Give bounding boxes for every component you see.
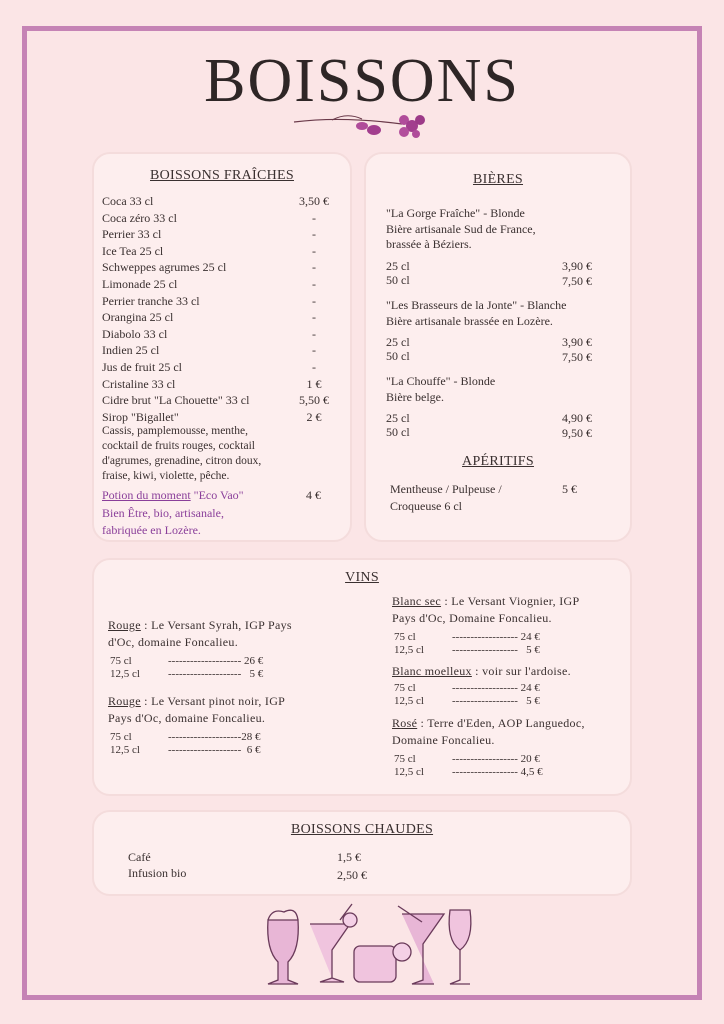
wine-size: 12,5 cl: [394, 695, 424, 707]
beer-description: "La Chouffe" - Blonde: [386, 374, 496, 388]
fresh-item-name: Sirop "Bigallet": [102, 409, 179, 424]
fresh-item-price: 1 €: [306, 376, 322, 391]
wine-heading-line: [392, 594, 579, 608]
wine-size: 75 cl: [394, 753, 416, 765]
fresh-item-price: 2 €: [306, 409, 322, 424]
fresh-item-name: Ice Tea 25 cl: [102, 243, 164, 258]
fresh-item-name: Diabolo 33 cl: [102, 326, 168, 341]
wine-type-label: Rouge: [108, 618, 141, 632]
wine-price: ------------------ 4,5 €: [452, 766, 543, 778]
wine-description: Pays d'Oc, domaine Foncalieu.: [108, 711, 266, 725]
wine-price: ------------------ 20 €: [452, 753, 540, 765]
cocktail-glasses-illustration-icon: [262, 900, 482, 990]
wine-price: ------------------ 5 €: [452, 695, 540, 707]
fresh-item-name: Perrier tranche 33 cl: [102, 293, 200, 308]
fresh-item-price: -: [312, 293, 316, 308]
potion-line: [102, 488, 244, 502]
wine-price: ------------------ 24 €: [452, 631, 540, 643]
page-title: BOISSONS: [204, 47, 520, 115]
beer-size: 25 cl: [386, 411, 410, 425]
wine-price: ------------------ 24 €: [452, 682, 540, 694]
wine-price: -------------------- 26 €: [168, 655, 264, 667]
fresh-item-price: 5,50 €: [299, 393, 329, 408]
fresh-item-price: -: [312, 310, 316, 325]
fresh-item-price: 3,50 €: [299, 194, 329, 208]
wine-type-label: Rosé: [392, 716, 418, 730]
wine-price: -------------------- 5 €: [168, 668, 264, 680]
hot-item-name: Café: [128, 850, 151, 864]
wine-price: -------------------- 6 €: [168, 744, 261, 756]
wine-size: 75 cl: [110, 731, 132, 743]
fresh-item-name: Coca 33 cl: [102, 194, 154, 208]
fresh-item-name: Perrier 33 cl: [102, 227, 162, 242]
wine-description: : Terre d'Eden, AOP Languedoc,: [417, 716, 585, 730]
wines-heading: VINS: [345, 570, 379, 585]
fresh-item-name: Limonade 25 cl: [102, 277, 178, 291]
wine-size: 12,5 cl: [110, 744, 140, 756]
potion-link[interactable]: Potion du moment: [102, 488, 191, 502]
fresh-item-price: -: [312, 210, 316, 225]
aperitif-price: 5 €: [562, 482, 577, 496]
fresh-item-price: -: [312, 326, 316, 341]
flower-decoration-icon: [292, 112, 432, 144]
fresh-item-price: -: [312, 243, 316, 258]
beer-description: Bière belge.: [386, 389, 444, 404]
wine-heading-line: [108, 618, 292, 632]
wine-heading-line: [392, 716, 585, 730]
aperitifs-heading: APÉRITIFS: [462, 454, 534, 469]
beer-size: 25 cl: [386, 335, 410, 349]
fresh-item-price: -: [312, 360, 316, 374]
fresh-item-price: -: [312, 227, 316, 242]
wine-heading-line: [392, 664, 571, 678]
beer-size: 50 cl: [386, 272, 410, 287]
hot-drinks-card: [92, 810, 632, 896]
wine-size: 12,5 cl: [394, 766, 424, 778]
potion-name: "Eco Vao": [190, 488, 244, 502]
fresh-item-name: Jus de fruit 25 cl: [102, 360, 182, 374]
wine-size: 12,5 cl: [394, 644, 424, 656]
fresh-drinks-card: [92, 152, 352, 542]
aperitif-line: Mentheuse / Pulpeuse /: [390, 482, 502, 496]
beer-price: 7,50 €: [562, 350, 592, 364]
wine-description: Pays d'Oc, Domaine Foncalieu.: [392, 611, 552, 625]
beer-description: brassée à Béziers.: [386, 237, 472, 251]
beer-description: Bière artisanale brassée en Lozère.: [386, 313, 553, 328]
beers-heading: BIÈRES: [472, 172, 524, 187]
beer-price: 7,50 €: [562, 273, 592, 288]
fresh-item-name: Schweppes agrumes 25 cl: [102, 260, 227, 275]
wines-card: [92, 558, 632, 796]
wine-description: : Le Versant pinot noir, IGP: [140, 694, 286, 708]
fresh-item-name: Cidre brut "La Chouette" 33 cl: [102, 393, 250, 408]
fresh-drinks-heading: BOISSONS FRAÎCHES: [150, 168, 294, 183]
wine-description: : Le Versant Viognier, IGP: [441, 594, 580, 608]
potion-price: 4 €: [306, 488, 321, 502]
sirop-flavors: fraise, kiwi, violette, pêche.: [102, 470, 230, 482]
wine-heading-line: [108, 694, 285, 708]
wine-size: 75 cl: [394, 631, 416, 643]
wine-type-label: Rouge: [108, 694, 141, 708]
beer-description: Bière artisanale Sud de France,: [386, 221, 536, 236]
wine-description: : voir sur l'ardoise.: [471, 664, 571, 678]
fresh-item-price: -: [312, 260, 316, 275]
potion-desc: Bien Être, bio, artisanale,: [102, 506, 224, 520]
sirop-flavors: d'agrumes, grenadine, citron doux,: [102, 455, 262, 467]
beer-description: "La Gorge Fraîche" - Blonde: [386, 206, 525, 220]
fresh-item-price: -: [312, 277, 316, 291]
fresh-item-name: Coca zéro 33 cl: [102, 210, 177, 225]
beers-card: [364, 152, 632, 542]
hot-item-name: Infusion bio: [128, 866, 187, 880]
potion-desc: fabriquée en Lozère.: [102, 523, 201, 537]
fresh-item-name: Indien 25 cl: [102, 343, 160, 358]
beer-price: 3,90 €: [562, 335, 592, 349]
wine-type-label: Blanc sec: [392, 594, 442, 608]
beer-size: 50 cl: [386, 425, 410, 439]
beer-price: 4,90 €: [562, 411, 592, 425]
wine-type-label: Blanc moelleux: [392, 664, 472, 678]
hot-item-price: 2,50 €: [337, 868, 367, 882]
fresh-item-price: -: [312, 343, 316, 358]
wine-description: d'Oc, domaine Foncalieu.: [108, 635, 238, 649]
wine-description: Domaine Foncalieu.: [392, 733, 495, 747]
fresh-item-name: Cristaline 33 cl: [102, 376, 176, 391]
sirop-flavors: cocktail de fruits rouges, cocktail: [102, 440, 255, 452]
wine-price: --------------------28 €: [168, 731, 261, 743]
beer-price: 9,50 €: [562, 426, 592, 440]
wine-description: : Le Versant Syrah, IGP Pays: [140, 618, 292, 632]
beer-price: 3,90 €: [562, 258, 592, 273]
beer-size: 50 cl: [386, 349, 410, 363]
hot-drinks-heading: BOISSONS CHAUDES: [290, 822, 434, 837]
fresh-item-name: Orangina 25 cl: [102, 310, 174, 325]
beer-description: "Les Brasseurs de la Jonte" - Blanche: [386, 298, 567, 312]
sirop-flavors: Cassis, pamplemousse, menthe,: [102, 425, 248, 437]
wine-size: 12,5 cl: [110, 668, 140, 680]
wine-price: ------------------ 5 €: [452, 644, 540, 656]
hot-item-price: 1,5 €: [337, 850, 361, 864]
beer-size: 25 cl: [386, 258, 410, 273]
aperitif-line: Croqueuse 6 cl: [390, 499, 462, 513]
wine-size: 75 cl: [394, 682, 416, 694]
wine-size: 75 cl: [110, 655, 132, 667]
